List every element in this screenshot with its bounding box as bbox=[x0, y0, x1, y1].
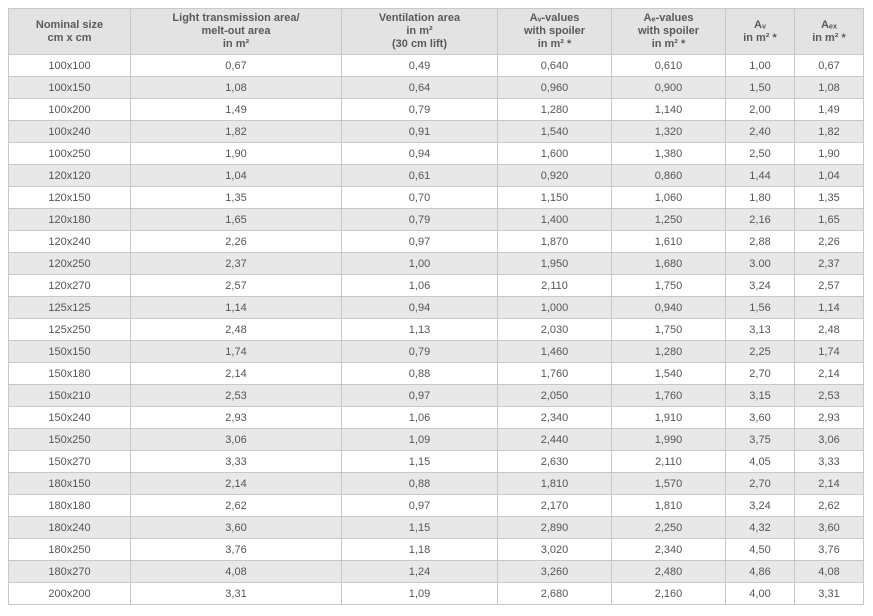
table-row bbox=[9, 165, 864, 187]
header-aex: Aₑₓ in m² * bbox=[795, 9, 864, 55]
nominal-size-cell: 200x200 bbox=[9, 583, 131, 605]
ventilation-area-cell: 1,15 bbox=[342, 451, 498, 473]
aex-cell: 2,62 bbox=[795, 495, 864, 517]
header-ventilation-area: Ventilation area in m² (30 cm lift) bbox=[342, 9, 498, 55]
av-spoiler-cell: 1,460 bbox=[498, 341, 612, 363]
nominal-size-cell: 150x180 bbox=[9, 363, 131, 385]
ventilation-area-cell: 0,88 bbox=[342, 363, 498, 385]
aex-cell: 1,74 bbox=[795, 341, 864, 363]
av-spoiler-cell: 2,890 bbox=[498, 517, 612, 539]
nominal-size-cell: 125x125 bbox=[9, 297, 131, 319]
ventilation-area-cell: 0,97 bbox=[342, 495, 498, 517]
ventilation-area-cell: 0,70 bbox=[342, 187, 498, 209]
av-cell: 1,80 bbox=[726, 187, 795, 209]
nominal-size-cell: 150x240 bbox=[9, 407, 131, 429]
table-row bbox=[9, 99, 864, 121]
table-row bbox=[9, 429, 864, 451]
av-cell: 2,00 bbox=[726, 99, 795, 121]
av-spoiler-cell: 1,950 bbox=[498, 253, 612, 275]
aex-cell: 2,53 bbox=[795, 385, 864, 407]
light-transmission-cell: 1,04 bbox=[131, 165, 342, 187]
av-cell: 3,75 bbox=[726, 429, 795, 451]
aex-cell: 2,37 bbox=[795, 253, 864, 275]
av-spoiler-cell: 0,920 bbox=[498, 165, 612, 187]
table-header bbox=[9, 9, 864, 55]
av-spoiler-cell: 1,000 bbox=[498, 297, 612, 319]
ventilation-area-cell: 0,79 bbox=[342, 209, 498, 231]
av-cell: 2,70 bbox=[726, 363, 795, 385]
table-row bbox=[9, 209, 864, 231]
table-row bbox=[9, 473, 864, 495]
av-spoiler-cell: 3,020 bbox=[498, 539, 612, 561]
ventilation-area-cell: 0,49 bbox=[342, 55, 498, 77]
light-transmission-cell: 1,49 bbox=[131, 99, 342, 121]
light-transmission-cell: 1,14 bbox=[131, 297, 342, 319]
av-spoiler-cell: 1,280 bbox=[498, 99, 612, 121]
aex-cell: 2,14 bbox=[795, 363, 864, 385]
av-cell: 3,60 bbox=[726, 407, 795, 429]
light-transmission-cell: 2,37 bbox=[131, 253, 342, 275]
table-row bbox=[9, 319, 864, 341]
ae-spoiler-cell: 2,480 bbox=[612, 561, 726, 583]
av-cell: 2,16 bbox=[726, 209, 795, 231]
av-spoiler-cell: 1,540 bbox=[498, 121, 612, 143]
aex-cell: 1,90 bbox=[795, 143, 864, 165]
aex-cell: 1,65 bbox=[795, 209, 864, 231]
light-transmission-cell: 2,93 bbox=[131, 407, 342, 429]
aex-cell: 1,04 bbox=[795, 165, 864, 187]
av-cell: 4,00 bbox=[726, 583, 795, 605]
ae-spoiler-cell: 1,910 bbox=[612, 407, 726, 429]
nominal-size-cell: 100x150 bbox=[9, 77, 131, 99]
ventilation-area-cell: 1,15 bbox=[342, 517, 498, 539]
aex-cell: 2,93 bbox=[795, 407, 864, 429]
table-row bbox=[9, 55, 864, 77]
ae-spoiler-cell: 1,760 bbox=[612, 385, 726, 407]
table-row bbox=[9, 231, 864, 253]
aex-cell: 2,26 bbox=[795, 231, 864, 253]
nominal-size-cell: 120x270 bbox=[9, 275, 131, 297]
table-row bbox=[9, 583, 864, 605]
av-cell: 2,70 bbox=[726, 473, 795, 495]
light-transmission-cell: 2,57 bbox=[131, 275, 342, 297]
av-spoiler-cell: 1,810 bbox=[498, 473, 612, 495]
light-transmission-cell: 1,35 bbox=[131, 187, 342, 209]
ventilation-area-cell: 0,94 bbox=[342, 143, 498, 165]
av-cell: 2,25 bbox=[726, 341, 795, 363]
aex-cell: 1,82 bbox=[795, 121, 864, 143]
light-transmission-cell: 3,31 bbox=[131, 583, 342, 605]
light-transmission-cell: 1,90 bbox=[131, 143, 342, 165]
table-row bbox=[9, 341, 864, 363]
nominal-size-cell: 100x200 bbox=[9, 99, 131, 121]
av-cell: 3,13 bbox=[726, 319, 795, 341]
ventilation-area-cell: 1,09 bbox=[342, 429, 498, 451]
ventilation-area-cell: 0,79 bbox=[342, 341, 498, 363]
av-spoiler-cell: 2,050 bbox=[498, 385, 612, 407]
av-spoiler-cell: 1,760 bbox=[498, 363, 612, 385]
nominal-size-cell: 150x250 bbox=[9, 429, 131, 451]
ae-spoiler-cell: 0,860 bbox=[612, 165, 726, 187]
av-cell: 2,40 bbox=[726, 121, 795, 143]
ventilation-area-cell: 0,94 bbox=[342, 297, 498, 319]
av-cell: 3.00 bbox=[726, 253, 795, 275]
ventilation-area-cell: 1,09 bbox=[342, 583, 498, 605]
av-spoiler-cell: 2,630 bbox=[498, 451, 612, 473]
light-transmission-cell: 2,14 bbox=[131, 473, 342, 495]
light-transmission-cell: 0,67 bbox=[131, 55, 342, 77]
header-row bbox=[9, 9, 864, 55]
nominal-size-cell: 180x270 bbox=[9, 561, 131, 583]
ae-spoiler-cell: 0,610 bbox=[612, 55, 726, 77]
table-row bbox=[9, 121, 864, 143]
light-transmission-cell: 1,82 bbox=[131, 121, 342, 143]
table-body bbox=[9, 55, 864, 605]
ventilation-area-cell: 1,18 bbox=[342, 539, 498, 561]
table-row bbox=[9, 561, 864, 583]
ventilation-area-cell: 0,79 bbox=[342, 99, 498, 121]
ae-spoiler-cell: 1,570 bbox=[612, 473, 726, 495]
nominal-size-cell: 100x240 bbox=[9, 121, 131, 143]
av-spoiler-cell: 2,440 bbox=[498, 429, 612, 451]
header-nominal-size: Nominal size cm x cm bbox=[9, 9, 131, 55]
ae-spoiler-cell: 1,280 bbox=[612, 341, 726, 363]
ae-spoiler-cell: 2,110 bbox=[612, 451, 726, 473]
nominal-size-cell: 120x180 bbox=[9, 209, 131, 231]
light-transmission-cell: 2,14 bbox=[131, 363, 342, 385]
aex-cell: 1,35 bbox=[795, 187, 864, 209]
av-cell: 1,50 bbox=[726, 77, 795, 99]
av-spoiler-cell: 2,110 bbox=[498, 275, 612, 297]
table-row bbox=[9, 187, 864, 209]
nominal-size-cell: 150x210 bbox=[9, 385, 131, 407]
av-cell: 3,15 bbox=[726, 385, 795, 407]
nominal-size-cell: 120x120 bbox=[9, 165, 131, 187]
nominal-size-cell: 180x150 bbox=[9, 473, 131, 495]
table-row bbox=[9, 297, 864, 319]
aex-cell: 2,57 bbox=[795, 275, 864, 297]
av-cell: 4,50 bbox=[726, 539, 795, 561]
ae-spoiler-cell: 1,810 bbox=[612, 495, 726, 517]
light-transmission-cell: 4,08 bbox=[131, 561, 342, 583]
spec-table-container bbox=[8, 8, 864, 605]
aex-cell: 2,48 bbox=[795, 319, 864, 341]
nominal-size-cell: 150x270 bbox=[9, 451, 131, 473]
light-transmission-cell: 3,60 bbox=[131, 517, 342, 539]
light-transmission-cell: 3,06 bbox=[131, 429, 342, 451]
ae-spoiler-cell: 0,940 bbox=[612, 297, 726, 319]
av-spoiler-cell: 1,150 bbox=[498, 187, 612, 209]
av-spoiler-cell: 2,170 bbox=[498, 495, 612, 517]
ae-spoiler-cell: 1,750 bbox=[612, 319, 726, 341]
ae-spoiler-cell: 1,540 bbox=[612, 363, 726, 385]
ventilation-area-cell: 0,97 bbox=[342, 231, 498, 253]
table-row bbox=[9, 143, 864, 165]
ae-spoiler-cell: 0,900 bbox=[612, 77, 726, 99]
table-row bbox=[9, 77, 864, 99]
av-spoiler-cell: 0,960 bbox=[498, 77, 612, 99]
nominal-size-cell: 120x250 bbox=[9, 253, 131, 275]
light-transmission-cell: 1,65 bbox=[131, 209, 342, 231]
aex-cell: 3,31 bbox=[795, 583, 864, 605]
table-row bbox=[9, 407, 864, 429]
light-transmission-cell: 3,76 bbox=[131, 539, 342, 561]
nominal-size-cell: 100x100 bbox=[9, 55, 131, 77]
av-cell: 4,05 bbox=[726, 451, 795, 473]
aex-cell: 4,08 bbox=[795, 561, 864, 583]
nominal-size-cell: 180x250 bbox=[9, 539, 131, 561]
nominal-size-cell: 150x150 bbox=[9, 341, 131, 363]
ventilation-area-cell: 0,88 bbox=[342, 473, 498, 495]
header-light-transmission-area: Light transmission area/ melt-out area in m² bbox=[131, 9, 342, 55]
nominal-size-cell: 180x240 bbox=[9, 517, 131, 539]
header-av: Aᵥ in m² * bbox=[726, 9, 795, 55]
ventilation-area-cell: 1,00 bbox=[342, 253, 498, 275]
light-transmission-cell: 3,33 bbox=[131, 451, 342, 473]
table-row bbox=[9, 385, 864, 407]
aex-cell: 3,60 bbox=[795, 517, 864, 539]
ventilation-area-cell: 1,06 bbox=[342, 275, 498, 297]
table-row bbox=[9, 451, 864, 473]
ae-spoiler-cell: 1,140 bbox=[612, 99, 726, 121]
ae-spoiler-cell: 1,060 bbox=[612, 187, 726, 209]
light-transmission-cell: 1,08 bbox=[131, 77, 342, 99]
table-row bbox=[9, 253, 864, 275]
light-transmission-cell: 2,53 bbox=[131, 385, 342, 407]
ae-spoiler-cell: 1,680 bbox=[612, 253, 726, 275]
av-cell: 2,88 bbox=[726, 231, 795, 253]
av-spoiler-cell: 2,680 bbox=[498, 583, 612, 605]
nominal-size-cell: 120x150 bbox=[9, 187, 131, 209]
ventilation-area-cell: 0,91 bbox=[342, 121, 498, 143]
av-cell: 3,24 bbox=[726, 275, 795, 297]
aex-cell: 3,33 bbox=[795, 451, 864, 473]
header-ae-values-spoiler: Aₑ-values with spoiler in m² * bbox=[612, 9, 726, 55]
aex-cell: 1,08 bbox=[795, 77, 864, 99]
av-spoiler-cell: 3,260 bbox=[498, 561, 612, 583]
aex-cell: 2,14 bbox=[795, 473, 864, 495]
av-cell: 1,44 bbox=[726, 165, 795, 187]
table-row bbox=[9, 539, 864, 561]
nominal-size-cell: 120x240 bbox=[9, 231, 131, 253]
ae-spoiler-cell: 1,750 bbox=[612, 275, 726, 297]
av-spoiler-cell: 1,870 bbox=[498, 231, 612, 253]
window-size-spec-table bbox=[8, 8, 864, 605]
ventilation-area-cell: 1,13 bbox=[342, 319, 498, 341]
av-cell: 4,86 bbox=[726, 561, 795, 583]
ae-spoiler-cell: 2,160 bbox=[612, 583, 726, 605]
table-row bbox=[9, 363, 864, 385]
ventilation-area-cell: 0,61 bbox=[342, 165, 498, 187]
av-spoiler-cell: 2,340 bbox=[498, 407, 612, 429]
av-spoiler-cell: 0,640 bbox=[498, 55, 612, 77]
header-av-values-spoiler: Aᵥ-values with spoiler in m² * bbox=[498, 9, 612, 55]
table-row bbox=[9, 517, 864, 539]
ventilation-area-cell: 0,97 bbox=[342, 385, 498, 407]
ventilation-area-cell: 0,64 bbox=[342, 77, 498, 99]
ae-spoiler-cell: 1,250 bbox=[612, 209, 726, 231]
table-row bbox=[9, 495, 864, 517]
nominal-size-cell: 180x180 bbox=[9, 495, 131, 517]
aex-cell: 3,06 bbox=[795, 429, 864, 451]
ae-spoiler-cell: 2,250 bbox=[612, 517, 726, 539]
light-transmission-cell: 2,62 bbox=[131, 495, 342, 517]
light-transmission-cell: 2,48 bbox=[131, 319, 342, 341]
av-cell: 2,50 bbox=[726, 143, 795, 165]
nominal-size-cell: 100x250 bbox=[9, 143, 131, 165]
ae-spoiler-cell: 1,610 bbox=[612, 231, 726, 253]
ae-spoiler-cell: 1,320 bbox=[612, 121, 726, 143]
aex-cell: 1,49 bbox=[795, 99, 864, 121]
ae-spoiler-cell: 2,340 bbox=[612, 539, 726, 561]
nominal-size-cell: 125x250 bbox=[9, 319, 131, 341]
av-spoiler-cell: 1,600 bbox=[498, 143, 612, 165]
light-transmission-cell: 2,26 bbox=[131, 231, 342, 253]
av-spoiler-cell: 1,400 bbox=[498, 209, 612, 231]
av-cell: 1,00 bbox=[726, 55, 795, 77]
av-cell: 4,32 bbox=[726, 517, 795, 539]
aex-cell: 3,76 bbox=[795, 539, 864, 561]
ae-spoiler-cell: 1,990 bbox=[612, 429, 726, 451]
av-spoiler-cell: 2,030 bbox=[498, 319, 612, 341]
ventilation-area-cell: 1,24 bbox=[342, 561, 498, 583]
table-row bbox=[9, 275, 864, 297]
aex-cell: 0,67 bbox=[795, 55, 864, 77]
light-transmission-cell: 1,74 bbox=[131, 341, 342, 363]
aex-cell: 1,14 bbox=[795, 297, 864, 319]
av-cell: 1,56 bbox=[726, 297, 795, 319]
ae-spoiler-cell: 1,380 bbox=[612, 143, 726, 165]
av-cell: 3,24 bbox=[726, 495, 795, 517]
ventilation-area-cell: 1,06 bbox=[342, 407, 498, 429]
